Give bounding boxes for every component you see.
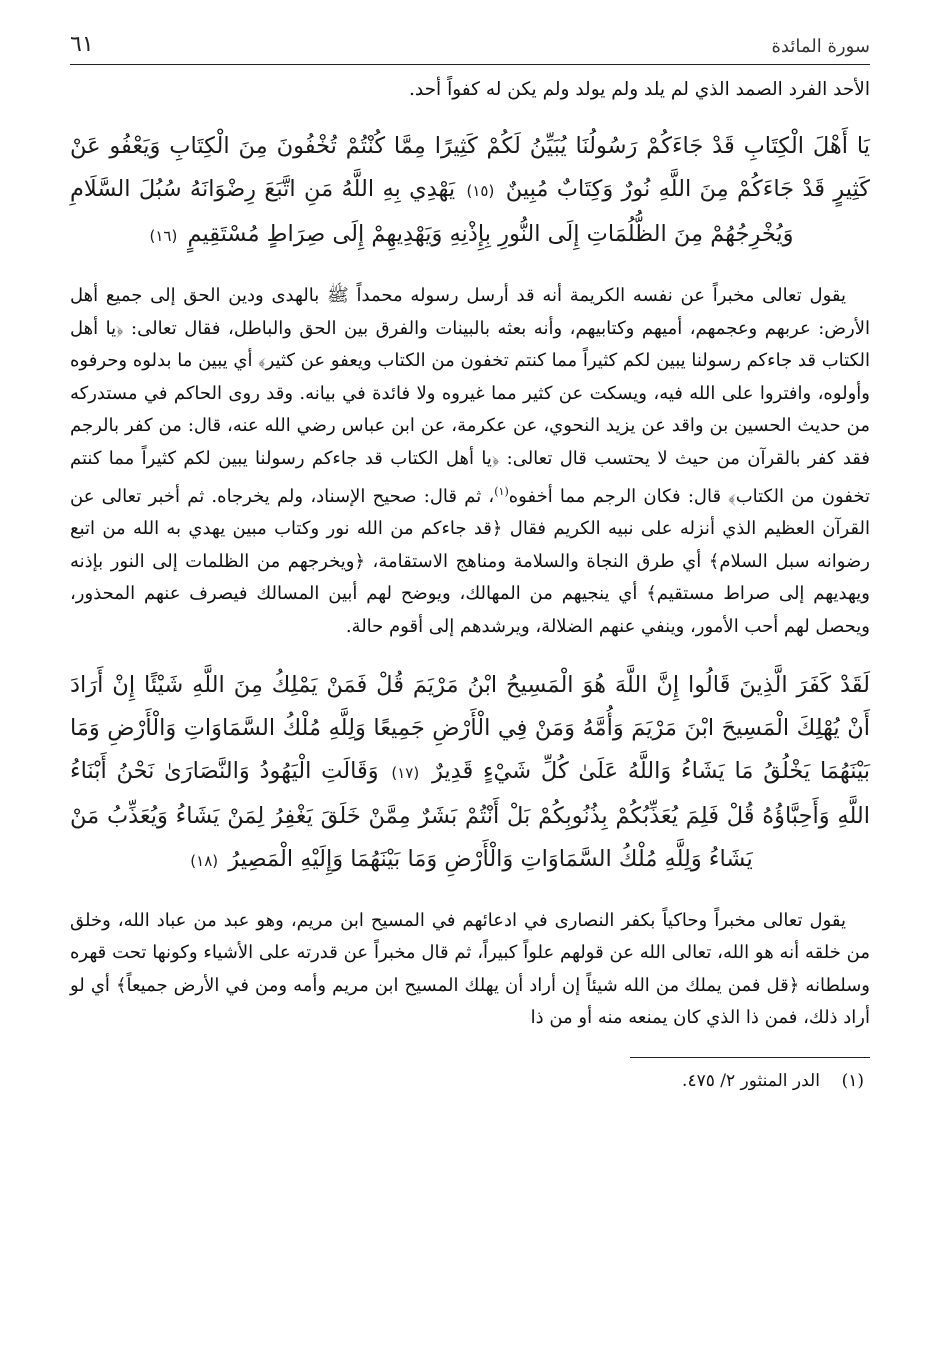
quran-verses-15-16 xyxy=(70,125,870,258)
ayah-marker-17: (١٧) xyxy=(391,763,420,782)
page-number: ٦١ xyxy=(70,32,94,57)
quran-verse-15: يَا أَهْلَ الْكِتَابِ قَدْ جَاءَكُمْ رَسُولُنَا يُبَيِّنُ لَكُمْ كَثِيرًا مِمَّا كُنْتُمْ تُخْفُونَ مِنَ الْكِتَابِ وَيَعْفُو عَنْ كَثِيرٍ قَدْ جَاءَكُمْ مِنَ اللَّهِ نُورٌ وَكِتَابٌ مُبِينٌ xyxy=(70,133,871,202)
footnote-divider xyxy=(630,1057,870,1058)
page-header xyxy=(70,30,870,65)
ayah-marker-18: (١٨) xyxy=(190,851,219,870)
quran-verse-17: لَقَدْ كَفَرَ الَّذِينَ قَالُوا إِنَّ اللَّهَ هُوَ الْمَسِيحُ ابْنُ مَرْيَمَ قُلْ فَمَنْ يَمْلِكُ مِنَ اللَّهِ شَيْئًا إِنْ أَرَادَ أَنْ يُهْلِكَ الْمَسِيحَ ابْنَ مَرْيَمَ وَأُمَّهُ وَمَنْ فِي الْأَرْضِ جَمِيعًا وَلِلَّهِ مُلْكُ السَّمَاوَاتِ وَالْأَرْضِ وَمَا بَيْنَهُمَا يَخْلُقُ مَا يَشَاءُ وَاللَّهُ عَلَىٰ كُلِّ شَيْءٍ قَدِيرٌ xyxy=(70,671,871,784)
tafsir-1-text-b: ، ثم قال: صحيح الإسناد، ولم يخرجاه. ثم أخبر تعالى عن القرآن العظيم الذي أنزله على نبيه الكريم فقال ﴿قد جاءكم من الله نور وكتاب مبين يهدي به الله من اتبع رضوانه سبل السلام﴾ أي طرق النجاة والسلامة ومناهج الاستقامة، ﴿ويخرجهم من الظلمات إلى النور بإذنه ويهديهم إلى صراط مستقيم﴾ أي ينجيهم من المهالك، ويوضح لهم أبين المسالك فيصرف عنهم المحذور، ويحصل لهم أحب الأمور، وينفي عنهم الضلالة، ويرشدهم إلى أقوم حالة. xyxy=(70,485,870,637)
footnote-text: الدر المنثور ٢/ ٤٧٥. xyxy=(682,1070,820,1091)
tafsir-paragraph-2: يقول تعالى مخبراً وحاكياً بكفر النصارى في ادعائهم في المسيح ابن مريم، وهو عبد من عباد الله، وخلق من خلقه أنه هو الله، تعالى الله عن قولهم علواً كبيراً، ثم قال مخبراً عن قدرته على الأشياء وكونها تحت قهره وسلطانه ﴿قل فمن يملك من الله شيئاً إن أراد أن يهلك المسيح ابن مريم وأمه ومن في الأرض جميعاً﴾ أي لو أراد ذلك، فمن ذا الذي كان يمنعه منه أو من ذا xyxy=(70,909,870,1029)
surah-title: سورة المائدة xyxy=(771,36,870,57)
quran-verse-18: وَقَالَتِ الْيَهُودُ وَالنَّصَارَىٰ نَحْنُ أَبْنَاءُ اللَّهِ وَأَحِبَّاؤُهُ قُلْ فَلِمَ يُعَذِّبُكُمْ بِذُنُوبِكُمْ بَلْ أَنْتُمْ بَشَرٌ مِمَّنْ خَلَقَ يَغْفِرُ لِمَنْ يَشَاءُ وَيُعَذِّبُ مَنْ يَشَاءُ وَلِلَّهِ مُلْكُ السَّمَاوَاتِ وَالْأَرْضِ وَمَا بَيْنَهُمَا وَإِلَيْهِ الْمَصِيرُ xyxy=(70,757,870,872)
quran-verses-17-18 xyxy=(70,664,870,883)
footnote-number: (١) xyxy=(841,1070,864,1091)
tafsir-1-text-a: يقول تعالى مخبراً عن نفسه الكريمة أنه قد أرسل رسوله محمداً ﷺ بالهدى ودين الحق إلى جميع أهل الأرض: عربهم وعجمهم، أميهم وكتابيهم، وأنه بعثه بالبينات والفرق بين الحق والباطل، فقال تعالى: ﴿يا أهل الكتاب قد جاءكم رسولنا يبين لكم كثيراً مما كنتم تخفون من الكتاب ويعفو عن كثير﴾ أي يبين ما بدلوه وحرفوه وأولوه، وافتروا على الله فيه، ويسكت عن كثير مما غيروه ولا فائدة في بيانه. وقد روى الحاكم في مستدركه من حديث الحسين بن واقد عن يزيد النحوي، عن عكرمة، عن ابن عباس رضي الله عنه، قال: من كفر بالرجم فقد كفر بالقرآن من حيث لا يحتسب قال تعالى: ﴿يا أهل الكتاب قد جاءكم رسولنا يبين لكم كثيراً مما كنتم تخفون من الكتاب﴾ قال: فكان الرجم مما أخفوه xyxy=(70,285,870,507)
book-page xyxy=(70,30,870,1350)
footnote-reference: (١) xyxy=(494,484,509,498)
tafsir-paragraph-1 xyxy=(70,280,870,644)
ayah-marker-15: (١٥) xyxy=(466,182,495,200)
footnote xyxy=(70,1068,870,1094)
intro-text: الأحد الفرد الصمد الذي لم يلد ولم يولد ولم يكن له كفواً أحد. xyxy=(409,79,870,100)
ayah-marker-16: (١٦) xyxy=(149,227,178,245)
quran-verse-16: يَهْدِي بِهِ اللَّهُ مَنِ اتَّبَعَ رِضْوَانَهُ سُبُلَ السَّلَامِ وَيُخْرِجُهُمْ مِنَ الظُّلُمَاتِ إِلَى النُّورِ بِإِذْنِهِ وَيَهْدِيهِمْ إِلَى صِرَاطٍ مُسْتَقِيمٍ xyxy=(70,176,794,247)
